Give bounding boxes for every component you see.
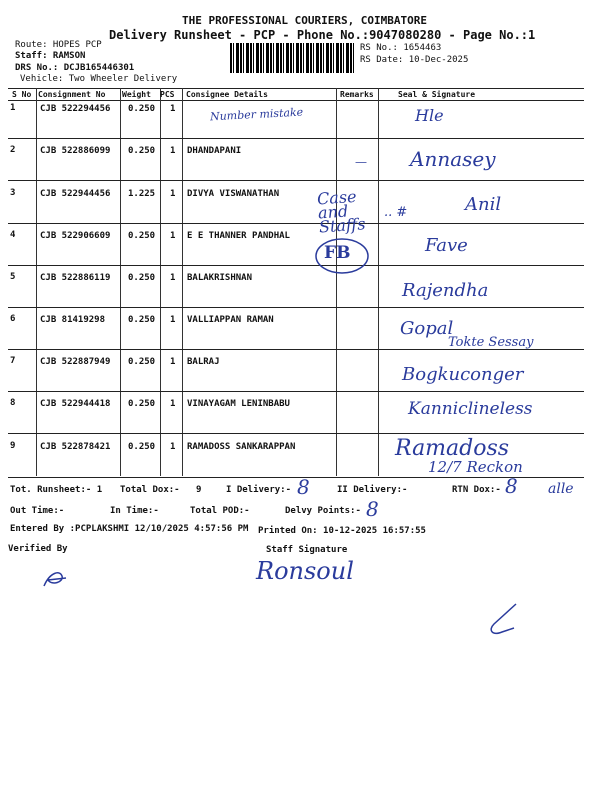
cell-consignee: VINAYAGAM LENINBABU [187,399,290,409]
cell-pcs: 1 [170,104,176,114]
handwritten-count: 8 [505,474,518,498]
cell-consignment: CJB 522944418 [40,399,111,409]
total-dox-label: Total Dox:- [120,485,180,495]
cell-consignee: DIVYA VISWANATHAN [187,189,280,199]
cell-consignee: BALRAJ [187,357,220,367]
col-divider [182,88,183,476]
fb-stamp-text: FB [324,243,351,263]
cell-consignment: CJB 81419298 [40,315,106,325]
cell-sno: 4 [10,230,16,240]
handwritten-signature: Ramadoss [395,436,510,461]
entered-by: Entered By :PCPLAKSHMI 12/10/2025 4:57:56 PM [10,524,249,534]
col-consignment: Consignment No [38,90,106,99]
cell-weight: 1.225 [128,189,156,199]
table-header-rule [8,100,584,101]
cell-weight: 0.250 [128,399,156,409]
corner-mark [484,600,524,640]
handwritten-signature: Bogkuconger [402,364,524,385]
cell-consignment: CJB 522886099 [40,146,111,156]
col-seal: Seal & Signature [398,90,476,99]
cell-sno: 9 [10,441,16,451]
cell-pcs: 1 [170,189,176,199]
printed-on: Printed On: 10-12-2025 16:57:55 [258,526,426,536]
handwritten-signature: Tokte Sessay [448,335,534,350]
cell-consignment: CJB 522878421 [40,442,111,452]
handwritten-dots: .. # [384,205,408,220]
cell-consignee: RAMADOSS SANKARAPPAN [187,442,296,452]
cell-sno: 6 [10,314,16,324]
cell-weight: 0.250 [128,231,156,241]
cell-weight: 0.250 [128,146,156,156]
handwritten-signature: Annasey [410,147,496,171]
total-runsheet: Tot. Runsheet:- 1 [10,485,103,495]
rtn-dox-label: RTN Dox:- [452,485,501,495]
handwritten-signature: Gopal [400,318,454,339]
cell-weight: 0.250 [128,442,156,452]
col-remarks: Remarks [340,90,374,99]
col-pcs: PCS [160,90,175,99]
col-sno: S No [12,90,32,99]
col-divider [160,88,161,476]
staff-signature-label: Staff Signature [266,545,348,555]
handwritten-count: 8 [297,475,310,499]
cell-consignee: E E THANNER PANDHAL [187,231,290,241]
cell-consignment: CJB 522294456 [40,104,111,114]
col-divider [36,88,37,476]
table-top-rule [8,88,584,89]
company-name: THE PROFESSIONAL COURIERS, COIMBATORE [182,14,428,27]
handwritten-remark: Case and Staffs [316,186,367,237]
cell-sno: 7 [10,356,16,366]
row-rule [8,223,584,224]
rs-no: RS No.: 1654463 [360,43,442,53]
col-divider [336,88,337,476]
handwritten-signature: 12/7 Reckon [428,458,523,476]
cell-sno: 2 [10,145,16,155]
cell-weight: 0.250 [128,273,156,283]
row-rule [8,265,584,266]
handwritten-signature: Hle [415,106,444,125]
table-bottom-rule [8,477,584,478]
handwritten-signature: alle [548,481,574,497]
cell-pcs: 1 [170,146,176,156]
col-divider [378,88,379,476]
handwritten-signature: Rajendha [402,280,489,301]
cell-consignment: CJB 522887949 [40,357,111,367]
handwritten-note: Number mistake [209,105,304,124]
cell-consignee: DHANDAPANI [187,146,242,156]
col-consignee: Consignee Details [186,90,268,99]
row-rule [8,307,584,308]
cell-consignee: VALLIAPPAN RAMAN [187,315,274,325]
row-rule [8,180,584,181]
total-dox-value: 9 [196,485,202,495]
cell-pcs: 1 [170,357,176,367]
cell-pcs: 1 [170,442,176,452]
row-rule [8,391,584,392]
cell-consignment: CJB 522944456 [40,189,111,199]
delvy-points-label: Delvy Points:- [285,506,361,516]
cell-sno: 1 [10,103,16,113]
rs-date: RS Date: 10-Dec-2025 [360,55,469,65]
cell-sno: 8 [10,398,16,408]
handwritten-signature: Anil [465,194,502,215]
route: Route: HOPES PCP [15,40,102,50]
cell-consignment: CJB 522886119 [40,273,111,283]
out-time-label: Out Time:- [10,506,65,516]
cell-pcs: 1 [170,399,176,409]
cell-weight: 0.250 [128,357,156,367]
cell-consignee: BALAKRISHNAN [187,273,253,283]
cell-pcs: 1 [170,315,176,325]
cell-weight: 0.250 [128,104,156,114]
handwritten-signature: Kanniclineless [408,399,533,419]
staff: Staff: RAMSON [15,51,86,61]
col-divider [120,88,121,476]
ii-delivery-label: II Delivery:- [337,485,408,495]
in-time-label: In Time:- [110,506,159,516]
cell-pcs: 1 [170,273,176,283]
staff-signature: Ronsoul [256,557,354,585]
col-weight: Weight [122,90,151,99]
handwritten-dash: — [355,155,367,169]
cell-sno: 3 [10,188,16,198]
i-delivery-label: I Delivery:- [226,485,292,495]
vehicle: Vehicle: Two Wheeler Delivery [20,74,178,84]
handwritten-signature: Fave [425,235,468,256]
cell-weight: 0.250 [128,315,156,325]
cell-pcs: 1 [170,231,176,241]
verified-by: Verified By [8,544,68,554]
drs-no: DRS No.: DCJB165446301 [15,63,135,73]
handwritten-count: 8 [366,497,379,521]
row-rule [8,433,584,434]
cell-sno: 5 [10,272,16,282]
barcode [230,43,356,73]
runsheet-title: Delivery Runsheet - PCP - Phone No.:9047080280 - Page No.:1 [109,28,536,42]
total-pod-label: Total POD:- [190,506,250,516]
row-rule [8,138,584,139]
cell-consignment: CJB 522906609 [40,231,111,241]
verifier-signature [40,566,70,590]
